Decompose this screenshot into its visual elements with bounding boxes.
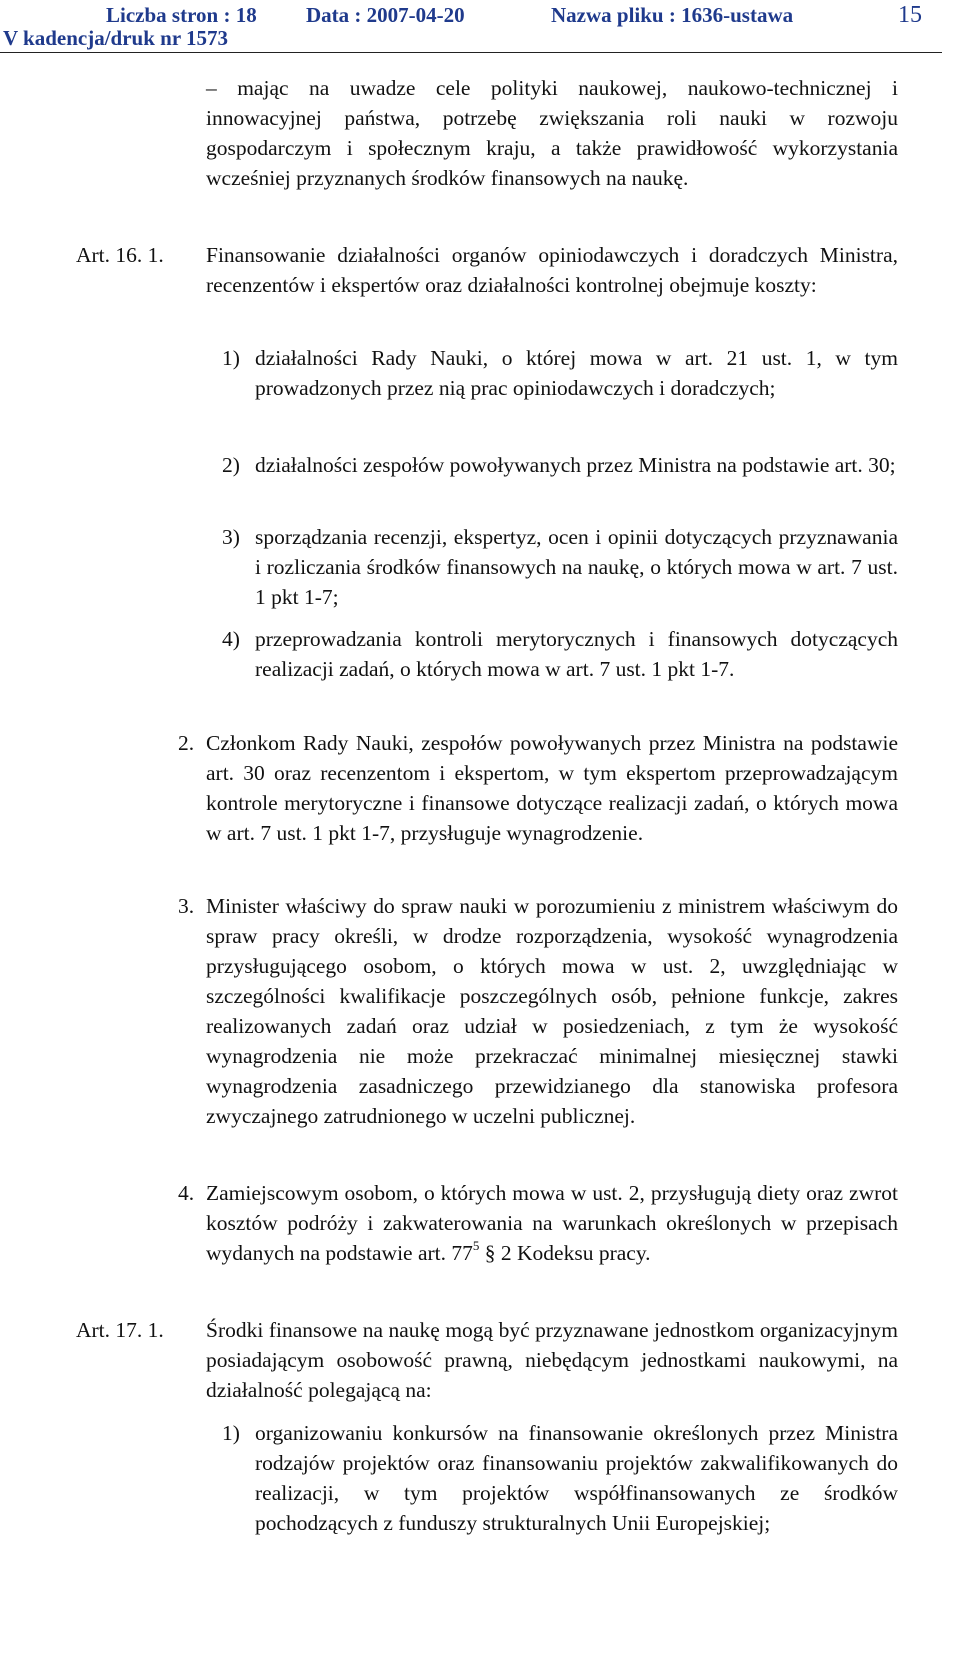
art17-label: Art. 17. 1. xyxy=(76,1318,164,1342)
art16-section-4-superscript: 5 xyxy=(472,1237,480,1253)
art17-paragraph-1: Środki finansowe na naukę mogą być przyznawane jednostkom organizacyjnym posiadającym osobowość prawną, niebędącym jednostkami naukowymi, na działalność polegającą na: xyxy=(206,1318,898,1402)
art16-item-3-num: 3) xyxy=(222,525,240,549)
art16-item-1-text: działalności Rady Nauki, o której mowa w art. 21 ust. 1, w tym prowadzonych przez nią prac opiniodawczych i doradczych; xyxy=(255,346,898,400)
art16-label: Art. 16. 1. xyxy=(76,243,164,267)
art16-item-2-text: działalności zespołów powoływanych przez Ministra na podstawie art. 30; xyxy=(255,453,896,477)
art17-item-1-text: organizowaniu konkursów na finansowanie określonych przez Ministra rodzajów projektów oraz finansowaniu projektów zakwalifikowanych do realizacji, w tym projektów współfinansowanych ze środków pochodzących z funduszy strukturalnych Unii Europejskiej; xyxy=(255,1421,898,1535)
header-rule xyxy=(0,52,942,53)
art16-section-4-text-main: Zamiejscowym osobom, o których mowa w ust. 2, przysługują diety oraz zwrot kosztów podróży i zakwaterowania na warunkach określonych w przepisach wydanych na podstawie art. 77 xyxy=(206,1181,898,1265)
art16-item-1-num: 1) xyxy=(222,346,240,370)
art16-paragraph-1: Finansowanie działalności organów opiniodawczych i doradczych Ministra, recenzentów i ekspertów oraz działalności kontrolnej obejmuje koszty: xyxy=(206,243,898,297)
header-filename: Nazwa pliku : 1636-ustawa xyxy=(551,3,794,27)
art16-section-3-num: 3. xyxy=(178,894,195,918)
header-page-count: Liczba stron : 18 xyxy=(106,3,257,27)
header-term: V kadencja/druk nr 1573 xyxy=(3,26,229,50)
page-number: 15 xyxy=(898,2,922,28)
art16-section-4-num: 4. xyxy=(178,1181,195,1205)
art16-section-4-text-tail: § 2 Kodeksu pracy. xyxy=(479,1241,651,1265)
art16-section-2-num: 2. xyxy=(178,731,195,755)
art17-item-1-num: 1) xyxy=(222,1421,240,1445)
art16-section-3-text: Minister właściwy do spraw nauki w porozumieniu z ministrem właściwym do spraw pracy określi, w drodze rozporządzenia, wysokość wynagrodzenia przysługującego osobom, o których mowa w ust. 2, uwzględniając w szczególności kwalifikacje poszczególnych osób, pełnione funkcje, zakres realizowanych zadań oraz udział w posiedzeniach, z tym że wysokość wynagrodzenia nie może przekraczać minimalnej miesięcznej stawki wynagrodzenia zasadniczego przewidzianego dla stanowiska profesora zwyczajnego zatrudnionego w uczelni publicznej. xyxy=(206,894,898,1128)
art16-section-2-text: Członkom Rady Nauki, zespołów powoływanych przez Ministra na podstawie art. 30 oraz recenzentom i ekspertom, w tym ekspertom przeprowadzającym kontrole merytoryczne i finansowe dotyczące realizacji zadań, o których mowa w art. 7 ust. 1 pkt 1-7, przysługuje wynagrodzenie. xyxy=(206,731,898,845)
art16-item-2-num: 2) xyxy=(222,453,240,477)
art16-item-3-text: sporządzania recenzji, ekspertyz, ocen i opinii dotyczących przyznawania i rozliczania środków finansowych na naukę, o których mowa w art. 7 ust. 1 pkt 1-7; xyxy=(255,525,898,609)
intro-paragraph: – mając na uwadze cele polityki naukowej, naukowo-technicznej i innowacyjnej państwa, potrzebę zwiększania roli nauki w rozwoju gospodarczym i społecznym kraju, a także prawidłowość wykorzystania wcześniej przyznanych środków finansowych na naukę. xyxy=(206,76,898,190)
art16-section-4-text xyxy=(206,1178,898,1268)
header-date: Data : 2007-04-20 xyxy=(306,3,465,27)
art16-item-4-text: przeprowadzania kontroli merytorycznych i finansowych dotyczących realizacji zadań, o których mowa w art. 7 ust. 1 pkt 1-7. xyxy=(255,627,898,681)
art16-item-4-num: 4) xyxy=(222,627,240,651)
